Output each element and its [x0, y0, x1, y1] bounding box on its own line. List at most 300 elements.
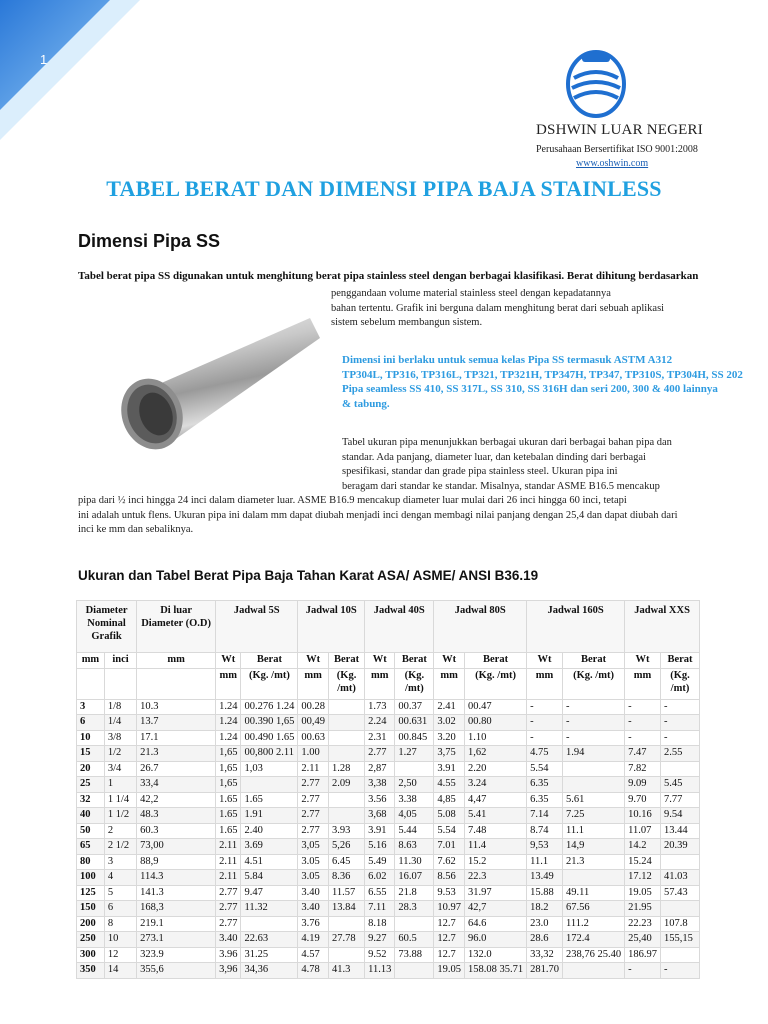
table-cell: 5.45: [660, 777, 699, 793]
table-cell: 65: [77, 839, 105, 855]
table-cell: 00.276 1.24: [241, 699, 298, 715]
table-cell: 1.65: [216, 808, 241, 824]
table-cell: 00.845: [395, 730, 434, 746]
table-body: [77, 699, 700, 978]
table-cell: 9.09: [625, 777, 661, 793]
unit-cell: Wt: [298, 653, 329, 669]
table-cell: 11.32: [241, 901, 298, 917]
unit-cell: mm: [365, 668, 395, 699]
table-cell: 00.490 1.65: [241, 730, 298, 746]
table-cell: 11.07: [625, 823, 661, 839]
unit-cell: mm: [216, 668, 241, 699]
company-name: DSHWIN LUAR NEGERI: [536, 122, 703, 138]
table-cell: -: [660, 963, 699, 979]
table-cell: 96.0: [464, 932, 526, 948]
table-row: [77, 947, 700, 963]
table-cell: 1/8: [104, 699, 136, 715]
unit-cell: (Kg. /mt): [660, 668, 699, 699]
grades-line: TP304L, TP316, TP316L, TP321, TP321H, TP347H, TP347, TP310S, TP304H, SS 202: [342, 368, 743, 381]
table-cell: 11.57: [328, 885, 364, 901]
table-cell: 60.5: [395, 932, 434, 948]
table-cell: 12.7: [434, 947, 465, 963]
table-row: [77, 761, 700, 777]
unit-cell: Berat: [562, 653, 624, 669]
table-cell: [395, 963, 434, 979]
table-cell: 8.56: [434, 870, 465, 886]
table-cell: 2,50: [395, 777, 434, 793]
table-cell: 9.52: [365, 947, 395, 963]
table-cell: 5.54: [527, 761, 563, 777]
header-od: Di luar Diameter (O.D): [137, 601, 216, 653]
table-cell: [395, 916, 434, 932]
company-logo-icon: [560, 48, 632, 120]
table-cell: 350: [77, 963, 105, 979]
table-cell: 50: [77, 823, 105, 839]
unit-cell: (Kg. /mt): [562, 668, 624, 699]
certification-text: Perusahaan Bersertifikat ISO 9001:2008: [536, 144, 698, 155]
header-schedule-80s: Jadwal 80S: [434, 601, 527, 653]
table-cell: 2.77: [298, 808, 329, 824]
table-cell: 6: [104, 901, 136, 917]
unit-cell: Berat: [660, 653, 699, 669]
table-cell: 11.13: [365, 963, 395, 979]
table-cell: 172.4: [562, 932, 624, 948]
table-cell: [328, 746, 364, 762]
table-cell: 4.78: [298, 963, 329, 979]
table-cell: 00.47: [464, 699, 526, 715]
table-cell: -: [660, 699, 699, 715]
table-cell: 3.69: [241, 839, 298, 855]
table-cell: 16.07: [395, 870, 434, 886]
table-cell: 42,7: [464, 901, 526, 917]
table-cell: 1,03: [241, 761, 298, 777]
table-cell: [660, 761, 699, 777]
table-cell: 3.05: [298, 870, 329, 886]
table-cell: 21.8: [395, 885, 434, 901]
table-cell: 1.27: [395, 746, 434, 762]
table-cell: 9.47: [241, 885, 298, 901]
table-cell: 6.02: [365, 870, 395, 886]
header-nominal: Diameter Nominal Grafik: [77, 601, 137, 653]
table-cell: 3.24: [464, 777, 526, 793]
unit-cell: mm: [298, 668, 329, 699]
table-cell: 2.77: [216, 885, 241, 901]
table-cell: 13.7: [137, 715, 216, 731]
table-cell: 1: [104, 777, 136, 793]
unit-cell: mm: [434, 668, 465, 699]
grades-line: Pipa seamless SS 410, SS 317L, SS 310, SS 316H dan seri 200, 300 & 400 lainnya: [342, 383, 718, 395]
table-cell: 41.3: [328, 963, 364, 979]
table-cell: 1.24: [216, 715, 241, 731]
table-cell: [395, 761, 434, 777]
table-cell: 238,76 25.40: [562, 947, 624, 963]
table-cell: 14,9: [562, 839, 624, 855]
table-cell: 1.65: [241, 792, 298, 808]
unit-cell: (Kg. /mt): [395, 668, 434, 699]
table-cell: 10.97: [434, 901, 465, 917]
table-cell: 13.44: [660, 823, 699, 839]
table-unit-row-2: [77, 668, 700, 699]
table-cell: 2.24: [365, 715, 395, 731]
page-title: TABEL BERAT DAN DIMENSI PIPA BAJA STAINLESS: [106, 176, 662, 201]
table-row: [77, 792, 700, 808]
table-title: Ukuran dan Tabel Berat Pipa Baja Tahan Karat ASA/ ASME/ ANSI B36.19: [78, 568, 539, 583]
unit-cell: (Kg. /mt): [241, 668, 298, 699]
section-heading: Dimensi Pipa SS: [78, 231, 221, 251]
table-cell: 125: [77, 885, 105, 901]
table-cell: 4,85: [434, 792, 465, 808]
company-website-link[interactable]: www.oshwin.com: [576, 158, 649, 169]
table-cell: 3: [77, 699, 105, 715]
table-cell: 2.40: [241, 823, 298, 839]
table-cell: 4,05: [395, 808, 434, 824]
table-cell: 2.55: [660, 746, 699, 762]
table-cell: 3,96: [216, 963, 241, 979]
table-cell: 6.35: [527, 792, 563, 808]
table-cell: 250: [77, 932, 105, 948]
table-cell: -: [527, 730, 563, 746]
table-cell: 1.91: [241, 808, 298, 824]
table-cell: 28.6: [527, 932, 563, 948]
table-cell: 1,65: [216, 777, 241, 793]
unit-cell: Wt: [434, 653, 465, 669]
table-cell: 158.08 35.71: [464, 963, 526, 979]
table-cell: [241, 916, 298, 932]
table-cell: 9,53: [527, 839, 563, 855]
table-cell: 3.40: [216, 932, 241, 948]
table-cell: 00,800 2.11: [241, 746, 298, 762]
table-cell: 3.93: [328, 823, 364, 839]
table-cell: 6.55: [365, 885, 395, 901]
table-cell: 67.56: [562, 901, 624, 917]
table-cell: 88,9: [137, 854, 216, 870]
table-cell: 12.7: [434, 932, 465, 948]
table-cell: 3,05: [298, 839, 329, 855]
table-cell: 34,36: [241, 963, 298, 979]
intro-line: bahan tertentu. Grafik ini berguna dalam menghitung berat dari sebuah aplikasi: [331, 302, 665, 314]
table-cell: 14: [104, 963, 136, 979]
table-cell: 3.96: [216, 947, 241, 963]
table-cell: 28.3: [395, 901, 434, 917]
table-cell: 33,4: [137, 777, 216, 793]
table-cell: 8: [104, 916, 136, 932]
table-cell: 27.78: [328, 932, 364, 948]
table-cell: -: [625, 963, 661, 979]
table-cell: 40: [77, 808, 105, 824]
table-cell: 5.49: [365, 854, 395, 870]
table-cell: 5: [104, 885, 136, 901]
table-cell: 42,2: [137, 792, 216, 808]
intro-bold-text: Tabel berat pipa SS digunakan untuk menghitung berat pipa stainless steel dengan berbagai klasifikasi. Berat dihitung berdasarkan: [78, 270, 699, 282]
table-cell: 2.77: [298, 792, 329, 808]
table-cell: 10: [77, 730, 105, 746]
table-cell: 3.40: [298, 885, 329, 901]
table-cell: 2.20: [464, 761, 526, 777]
table-cell: 1,65: [216, 761, 241, 777]
table-cell: 21.3: [137, 746, 216, 762]
unit-cell: Wt: [365, 653, 395, 669]
unit-cell: (Kg. /mt): [464, 668, 526, 699]
table-cell: 13.49: [527, 870, 563, 886]
table-cell: -: [562, 730, 624, 746]
table-cell: 3,75: [434, 746, 465, 762]
table-cell: 8.36: [328, 870, 364, 886]
table-cell: 168,3: [137, 901, 216, 917]
table-cell: 219.1: [137, 916, 216, 932]
intro-line: sistem sebelum membangun sistem.: [331, 317, 483, 328]
table-cell: 31.25: [241, 947, 298, 963]
table-cell: 2 1/2: [104, 839, 136, 855]
table-cell: 41.03: [660, 870, 699, 886]
table-cell: 19.05: [625, 885, 661, 901]
table-cell: 2.77: [298, 823, 329, 839]
page-corner-ribbon: [0, 0, 140, 140]
size-line: inci ke mm dan sebaliknya.: [78, 524, 194, 535]
table-cell: 2.11: [216, 854, 241, 870]
table-cell: 200: [77, 916, 105, 932]
table-cell: 25: [77, 777, 105, 793]
table-cell: 48.3: [137, 808, 216, 824]
table-cell: 80: [77, 854, 105, 870]
table-cell: 22.63: [241, 932, 298, 948]
table-cell: -: [625, 730, 661, 746]
unit-cell: [137, 668, 216, 699]
table-cell: -: [660, 730, 699, 746]
table-cell: [328, 699, 364, 715]
table-cell: 114.3: [137, 870, 216, 886]
table-cell: 4,47: [464, 792, 526, 808]
table-cell: 73.88: [395, 947, 434, 963]
table-cell: [328, 947, 364, 963]
unit-cell: [77, 668, 105, 699]
table-cell: [328, 808, 364, 824]
table-cell: 21.3: [562, 854, 624, 870]
table-cell: 4.51: [241, 854, 298, 870]
table-cell: 1 1/4: [104, 792, 136, 808]
table-unit-row: [77, 653, 700, 669]
table-cell: 1.10: [464, 730, 526, 746]
table-cell: 1/4: [104, 715, 136, 731]
table-row: [77, 854, 700, 870]
table-cell: 155,15: [660, 932, 699, 948]
table-cell: 2.77: [216, 901, 241, 917]
table-cell: 4.75: [527, 746, 563, 762]
table-cell: 7.14: [527, 808, 563, 824]
unit-cell: mm: [77, 653, 105, 669]
stainless-pipe-image: [110, 318, 320, 468]
table-cell: 4.55: [434, 777, 465, 793]
table-cell: 2.41: [434, 699, 465, 715]
size-line: standar. Ada panjang, diameter luar, dan ketebalan dinding dari berbagai: [342, 451, 646, 463]
table-cell: 8.18: [365, 916, 395, 932]
table-cell: 17.12: [625, 870, 661, 886]
table-cell: -: [527, 699, 563, 715]
table-cell: -: [562, 699, 624, 715]
table-cell: 2.77: [216, 916, 241, 932]
table-cell: 1 1/2: [104, 808, 136, 824]
table-cell: 7.77: [660, 792, 699, 808]
table-cell: 22.3: [464, 870, 526, 886]
table-cell: -: [625, 715, 661, 731]
table-cell: 15.88: [527, 885, 563, 901]
table-cell: 2.31: [365, 730, 395, 746]
table-cell: 150: [77, 901, 105, 917]
size-line: Tabel ukuran pipa menunjukkan berbagai ukuran dari berbagai bahan pipa dan: [342, 437, 672, 448]
table-cell: 281.70: [527, 963, 563, 979]
unit-cell: Berat: [328, 653, 364, 669]
table-cell: 3.56: [365, 792, 395, 808]
table-cell: 12.7: [434, 916, 465, 932]
table-cell: 2.11: [216, 839, 241, 855]
intro-paragraph: [331, 287, 664, 331]
table-cell: 3/4: [104, 761, 136, 777]
table-cell: 1,65: [216, 746, 241, 762]
table-cell: 273.1: [137, 932, 216, 948]
table-cell: 2.11: [216, 870, 241, 886]
table-cell: 17.1: [137, 730, 216, 746]
table-cell: [562, 870, 624, 886]
table-cell: 33,32: [527, 947, 563, 963]
table-row: [77, 746, 700, 762]
table-cell: 00.37: [395, 699, 434, 715]
table-cell: 60.3: [137, 823, 216, 839]
table-cell: 3/8: [104, 730, 136, 746]
table-cell: 1.24: [216, 730, 241, 746]
size-line: beragam dari standar ke standar. Misalnya, standar ASME B16.5 mencakup: [342, 480, 660, 492]
table-cell: [328, 916, 364, 932]
table-cell: 20.39: [660, 839, 699, 855]
table-cell: 10: [104, 932, 136, 948]
table-row: [77, 730, 700, 746]
table-cell: 9.27: [365, 932, 395, 948]
table-cell: 3.05: [298, 854, 329, 870]
table-cell: 11.1: [562, 823, 624, 839]
table-cell: 3,38: [365, 777, 395, 793]
table-cell: 8.63: [395, 839, 434, 855]
table-cell: 7.62: [434, 854, 465, 870]
header-schedule-160s: Jadwal 160S: [527, 601, 625, 653]
table-cell: 57.43: [660, 885, 699, 901]
header-schedule-5s: Jadwal 5S: [216, 601, 298, 653]
table-row: [77, 699, 700, 715]
unit-cell: (Kg. /mt): [328, 668, 364, 699]
table-cell: 11.30: [395, 854, 434, 870]
table-cell: 1.24: [216, 699, 241, 715]
table-cell: 6.45: [328, 854, 364, 870]
pipe-weight-table: [76, 600, 700, 979]
table-cell: 15: [77, 746, 105, 762]
unit-cell: Berat: [241, 653, 298, 669]
table-cell: 4.19: [298, 932, 329, 948]
table-cell: 9.54: [660, 808, 699, 824]
table-cell: 5.16: [365, 839, 395, 855]
table-cell: 8.74: [527, 823, 563, 839]
table-cell: 11.1: [527, 854, 563, 870]
table-cell: [660, 854, 699, 870]
intro-line: penggandaan volume material stainless steel dengan kepadatannya: [331, 288, 611, 299]
table-cell: 00.63: [298, 730, 329, 746]
table-cell: 3.38: [395, 792, 434, 808]
grades-line: Dimensi ini berlaku untuk semua kelas Pipa SS termasuk ASTM A312: [342, 354, 673, 366]
table-cell: 2,87: [365, 761, 395, 777]
table-cell: 111.2: [562, 916, 624, 932]
size-line: spesifikasi, standar dan grade pipa stainless steel. Ukuran pipa ini: [342, 466, 618, 477]
table-cell: 1/2: [104, 746, 136, 762]
table-cell: 49.11: [562, 885, 624, 901]
table-cell: 10.3: [137, 699, 216, 715]
table-cell: 3.91: [365, 823, 395, 839]
table-cell: 1.94: [562, 746, 624, 762]
table-cell: 5.54: [434, 823, 465, 839]
unit-cell: Berat: [464, 653, 526, 669]
table-group-header-row: [77, 601, 700, 653]
table-cell: 4: [104, 870, 136, 886]
table-cell: 15.24: [625, 854, 661, 870]
table-cell: 73,00: [137, 839, 216, 855]
table-cell: 19.05: [434, 963, 465, 979]
table-cell: 1.65: [216, 792, 241, 808]
unit-cell: [104, 668, 136, 699]
table-cell: 186.97: [625, 947, 661, 963]
table-cell: 100: [77, 870, 105, 886]
table-cell: 7.82: [625, 761, 661, 777]
grades-line: & tabung.: [342, 397, 390, 410]
table-cell: 3.02: [434, 715, 465, 731]
grades-paragraph: [342, 353, 743, 411]
size-line: ini adalah untuk flens. Ukuran pipa ini dalam mm dapat diubah menjadi inci dengan membagi nilai panjang dengan 25,4 dan dapat diubah dari: [78, 509, 678, 521]
table-cell: 132.0: [464, 947, 526, 963]
table-row: [77, 963, 700, 979]
table-row: [77, 777, 700, 793]
table-cell: 355,6: [137, 963, 216, 979]
unit-cell: mm: [527, 668, 563, 699]
table-cell: -: [527, 715, 563, 731]
header-schedule-xxs: Jadwal XXS: [625, 601, 700, 653]
table-cell: 6: [77, 715, 105, 731]
table-cell: 1.73: [365, 699, 395, 715]
table-cell: 300: [77, 947, 105, 963]
table-cell: -: [625, 699, 661, 715]
table-cell: [328, 715, 364, 731]
table-cell: 26.7: [137, 761, 216, 777]
table-cell: [562, 761, 624, 777]
table-cell: 22.23: [625, 916, 661, 932]
table-cell: -: [660, 715, 699, 731]
table-cell: 323.9: [137, 947, 216, 963]
table-cell: 2.77: [298, 777, 329, 793]
table-row: [77, 823, 700, 839]
table-row: [77, 932, 700, 948]
table-cell: 20: [77, 761, 105, 777]
table-cell: 13.84: [328, 901, 364, 917]
table-cell: 7.25: [562, 808, 624, 824]
table-row: [77, 715, 700, 731]
table-cell: 3.40: [298, 901, 329, 917]
table-cell: 1.28: [328, 761, 364, 777]
table-cell: 2.11: [298, 761, 329, 777]
table-cell: 25,40: [625, 932, 661, 948]
size-paragraph-full: [78, 494, 678, 538]
table-cell: 1,62: [464, 746, 526, 762]
table-cell: 5.08: [434, 808, 465, 824]
size-paragraph-right: [342, 436, 672, 494]
table-row: [77, 839, 700, 855]
table-cell: 00.28: [298, 699, 329, 715]
table-cell: 3.76: [298, 916, 329, 932]
unit-cell: mm: [137, 653, 216, 669]
table-cell: 11.4: [464, 839, 526, 855]
table-cell: 3.91: [434, 761, 465, 777]
